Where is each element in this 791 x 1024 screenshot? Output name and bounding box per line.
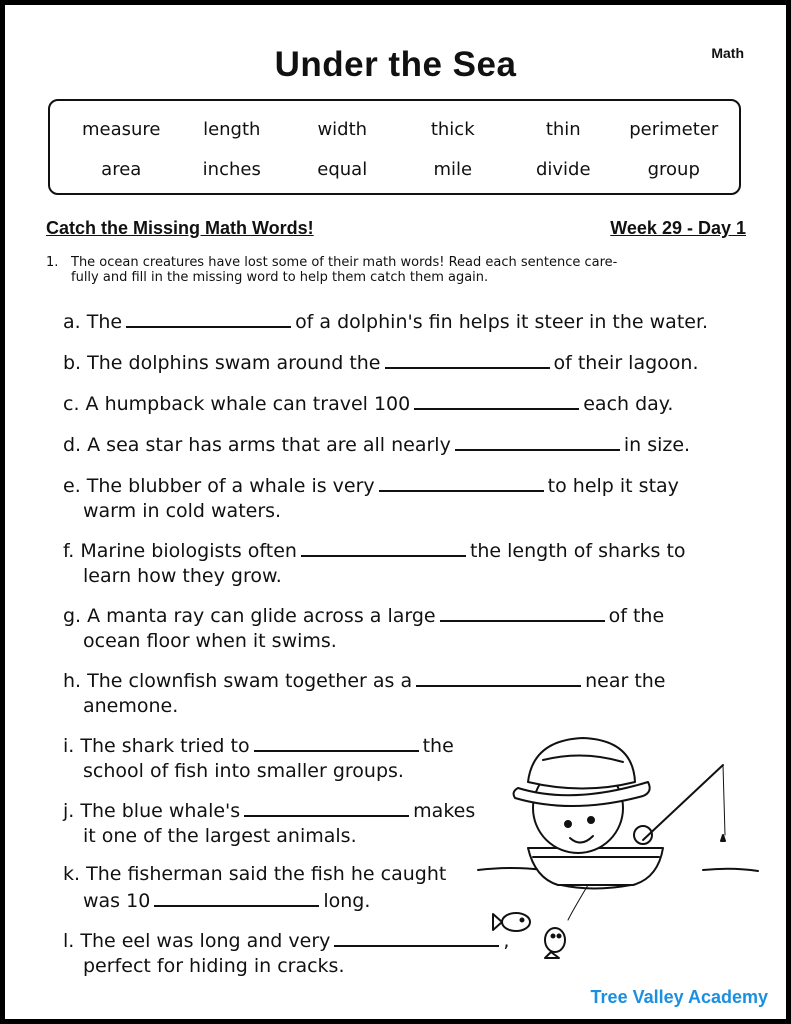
question-k: k. The fisherman said the fish he caught was 10 long. (63, 863, 447, 912)
question-h: h. The clownfish swam together as a near the anemone. (63, 667, 666, 719)
word-bank-word: group (647, 159, 700, 180)
fisherman-illustration (473, 720, 763, 960)
word-bank (48, 99, 741, 195)
word-bank-word: mile (433, 159, 473, 180)
word-bank-word: width (317, 119, 368, 140)
answer-blank[interactable] (244, 797, 409, 817)
question-g: g. A manta ray can glide across a large of the ocean floor when it swims. (63, 602, 664, 654)
answer-blank[interactable] (416, 667, 581, 687)
brand-logo-text: Tree Valley Academy (590, 987, 768, 1007)
question-a: a. The of a dolphin's fin helps it steer in the water. (63, 308, 708, 335)
question-l: l. The eel was long and very , perfect for hiding in cracks. (63, 927, 509, 979)
word-bank-word: measure (81, 119, 161, 140)
word-bank-word: perimeter (629, 119, 719, 140)
subject-label: Math (711, 45, 744, 61)
week-day-label: Week 29 - Day 1 (610, 218, 746, 238)
question-d: d. A sea star has arms that are all nearly in size. (63, 431, 690, 458)
page-title: Under the Sea (274, 45, 517, 84)
word-bank-word: equal (317, 159, 368, 180)
word-bank-word: inches (202, 159, 261, 180)
question-e: e. The blubber of a whale is very to help it stay warm in cold waters. (63, 472, 679, 524)
instruction-line: fully and fill in the missing word to help them catch them again. (71, 270, 489, 285)
answer-blank[interactable] (455, 431, 620, 451)
question-b: b. The dolphins swam around the of their lagoon. (63, 349, 698, 376)
instructions (46, 255, 746, 285)
answer-blank[interactable] (440, 602, 605, 622)
answer-blank[interactable] (379, 472, 544, 492)
word-bank-word: length (203, 119, 261, 140)
word-bank-row (50, 159, 739, 180)
instruction-number: 1. (46, 255, 59, 270)
word-bank-word: thick (430, 119, 475, 140)
worksheet-page (5, 5, 786, 1019)
question-f: f. Marine biologists often the length of sharks to learn how they grow. (63, 537, 686, 589)
word-bank-word: thin (545, 119, 581, 140)
question-c: c. A humpback whale can travel 100 each day. (63, 390, 673, 417)
word-bank-word: area (101, 159, 142, 180)
question-i: i. The shark tried to the school of fish into smaller groups. (63, 732, 454, 784)
question-j: j. The blue whale's makes it one of the largest animals. (63, 797, 475, 849)
answer-blank[interactable] (301, 537, 466, 557)
word-bank-row (50, 119, 739, 140)
answer-blank[interactable] (154, 887, 319, 907)
answer-blank[interactable] (414, 390, 579, 410)
answer-blank[interactable] (254, 732, 419, 752)
answer-blank[interactable] (385, 349, 550, 369)
word-bank-word: divide (535, 159, 591, 180)
section-title: Catch the Missing Math Words! (46, 218, 314, 238)
instruction-line: The ocean creatures have lost some of their math words! Read each sentence care- (71, 255, 618, 270)
answer-blank[interactable] (126, 308, 291, 328)
